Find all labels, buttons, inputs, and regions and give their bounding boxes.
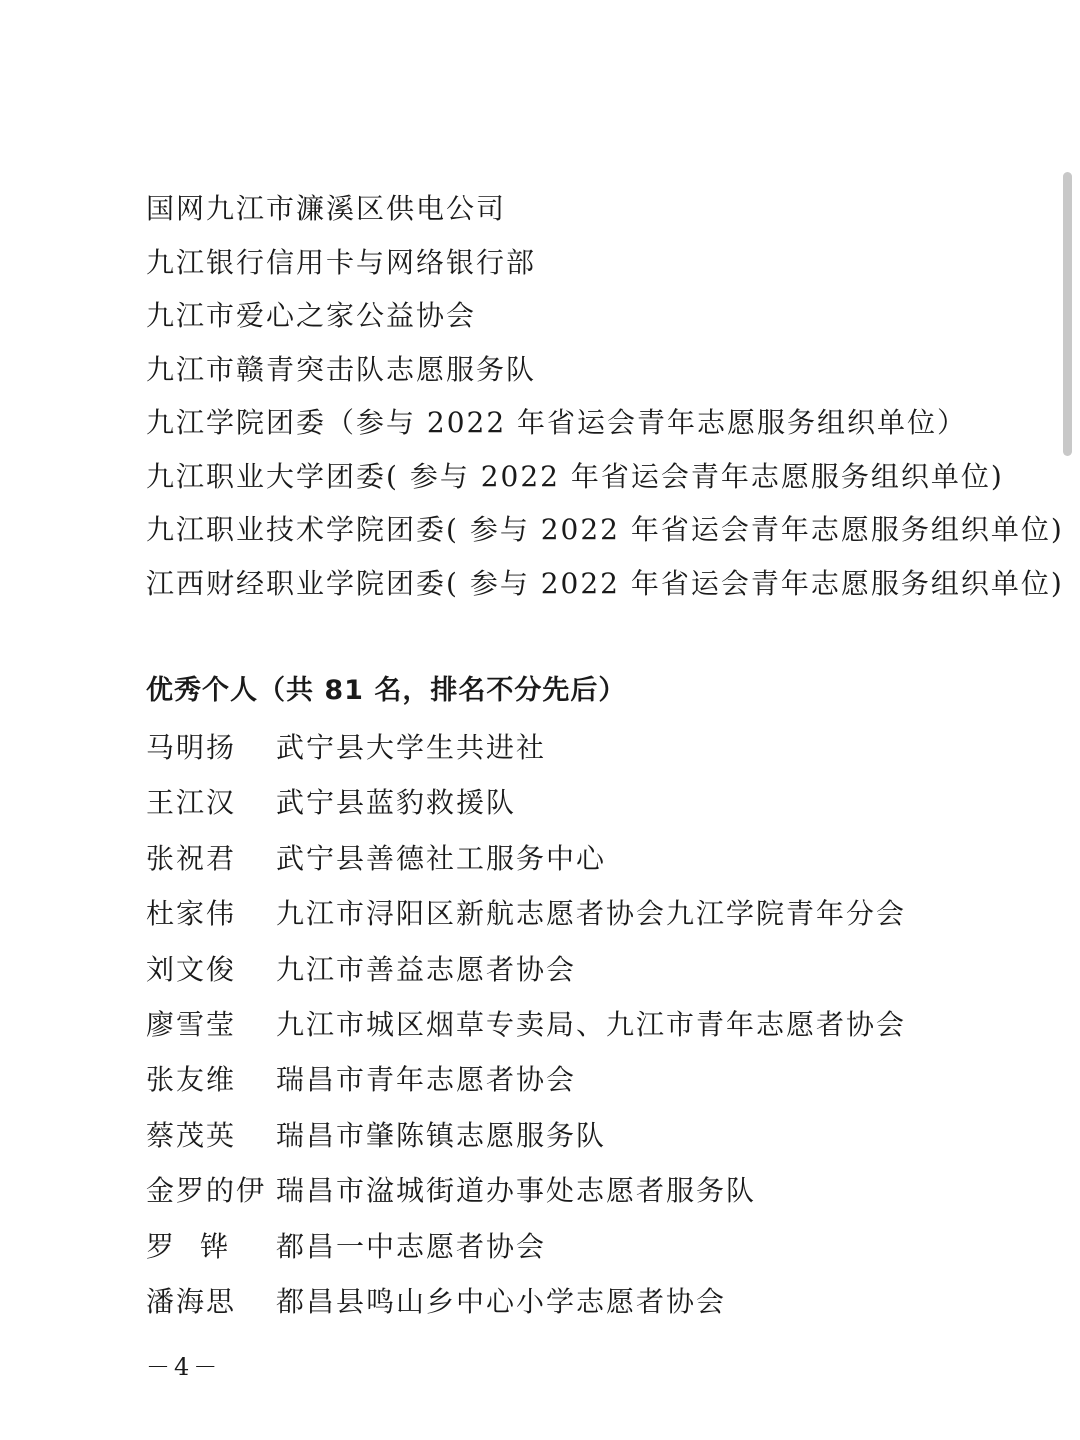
individual-organization: 九江市浔阳区新航志愿者协会九江学院青年分会: [276, 897, 907, 931]
individual-row: [146, 1108, 1026, 1163]
individual-name: 马明扬: [146, 731, 237, 764]
individuals-list: [146, 720, 1026, 1329]
organization-item: 九江市爱心之家公益协会: [146, 299, 477, 332]
individual-row: [146, 831, 1026, 886]
individual-name: 杜家伟: [146, 897, 237, 931]
individual-name: 金罗的伊: [146, 1174, 267, 1208]
individual-organization: 都昌县鸣山乡中心小学志愿者协会: [276, 1284, 727, 1318]
organization-item: 九江学院团委（参与 2022 年省运会青年志愿服务组织单位）: [146, 406, 968, 439]
individual-name: 张友维: [146, 1063, 237, 1097]
individual-organization: 武宁县大学生共进社: [276, 731, 547, 764]
individual-row: [146, 1052, 1026, 1107]
individual-row: [146, 1219, 1026, 1274]
individual-organization: 瑞昌市湓城街道办事处志愿者服务队: [276, 1174, 757, 1208]
individual-name: 罗铧: [146, 1229, 255, 1263]
individual-row: [146, 1274, 1026, 1329]
individual-name: 潘海思: [146, 1284, 237, 1318]
individual-name: 张祝君: [146, 841, 237, 875]
individual-row: [146, 997, 1026, 1052]
individual-name: 王江汉: [146, 786, 237, 820]
individual-row: [146, 886, 1026, 941]
organization-item: 九江市赣青突击队志愿服务队: [146, 352, 537, 386]
organization-item: 国网九江市濂溪区供电公司: [146, 192, 507, 225]
individual-row: [146, 942, 1026, 997]
individual-organization: 九江市善益志愿者协会: [276, 952, 577, 986]
organization-item: 九江职业大学团委( 参与 2022 年省运会青年志愿服务组织单位): [146, 459, 1004, 493]
individuals-heading: 优秀个人（共 81 名，排名不分先后）: [146, 675, 627, 706]
individual-organization: 都昌一中志愿者协会: [276, 1229, 547, 1263]
individual-row: [146, 720, 1026, 775]
individual-organization: 武宁县善德社工服务中心: [276, 841, 607, 875]
individual-name: 廖雪莹: [146, 1007, 237, 1041]
individual-organization: 瑞昌市肇陈镇志愿服务队: [276, 1118, 607, 1152]
individual-name: 蔡茂英: [146, 1118, 237, 1152]
organization-item: 江西财经职业学院团委( 参与 2022 年省运会青年志愿服务组织单位): [146, 566, 1064, 600]
individual-organization: 武宁县蓝豹救援队: [276, 786, 517, 820]
organization-item: 九江银行信用卡与网络银行部: [146, 245, 537, 279]
organization-item: 九江职业技术学院团委( 参与 2022 年省运会青年志愿服务组织单位): [146, 513, 1064, 546]
page-number: －4－: [146, 1353, 222, 1381]
individual-organization: 九江市城区烟草专卖局、九江市青年志愿者协会: [276, 1007, 907, 1041]
organization-list: [146, 182, 1064, 610]
individual-row: [146, 775, 1026, 830]
individual-row: [146, 1163, 1026, 1218]
individual-organization: 瑞昌市青年志愿者协会: [276, 1063, 577, 1097]
vertical-scrollbar[interactable]: [1063, 172, 1072, 456]
individual-name: 刘文俊: [146, 952, 237, 986]
